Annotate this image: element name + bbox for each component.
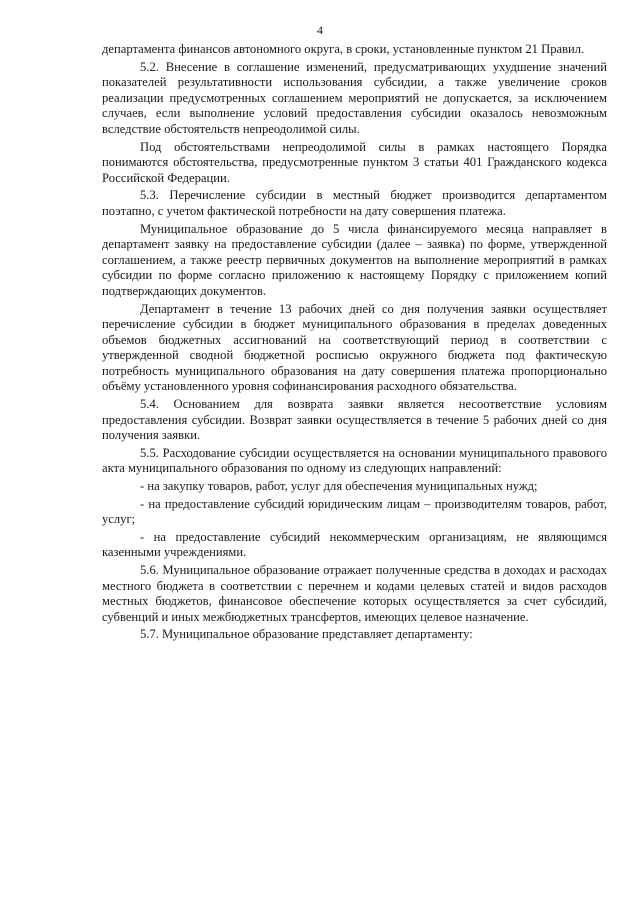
paragraph-5-5: 5.5. Расходование субсидии осуществляется на основании муниципального правового акта муниципального образования по одному из следующих направлений: bbox=[102, 445, 607, 476]
paragraph-application: Муниципальное образование до 5 числа финансируемого месяца направляет в департамент заявку на предоставление субсидии (далее – заявка) по форме, утвержденной соглашением, а также реестр первичных документов на выполнение мероприятий в рамках субсидии по форме согласно приложению к настоящему Порядку с приложением копий подтверждающих документов. bbox=[102, 221, 607, 298]
paragraph-5-6: 5.6. Муниципальное образование отражает полученные средства в доходах и расходах местного бюджета в соответствии с перечнем и кодами целевых статей и видов расходов местных бюджетов, финансовое обеспечение которых осуществляется за счет субсидий, субвенций и иных межбюджетных трансфертов, имеющих целевое назначение. bbox=[102, 563, 607, 624]
list-item-nonprofits: - на предоставление субсидий некоммерческим организациям, не являющимся казенными учреждениями. bbox=[102, 529, 607, 560]
paragraph-continuation: департамента финансов автономного округа, в сроки, установленные пунктом 21 Правил. bbox=[102, 42, 585, 56]
paragraph-5-7: 5.7. Муниципальное образование представляет департаменту: bbox=[140, 627, 473, 642]
list-item-procurement: - на закупку товаров, работ, услуг для обеспечения муниципальных нужд; bbox=[140, 479, 538, 494]
paragraph-5-2: 5.2. Внесение в соглашение изменений, предусматривающих ухудшение значений показателей результативности использования субсидии, а также увеличение сроков реализации предусмотренных соглашением мероприятий не допускается, за исключением случаев, если выполнение условий предоставления субсидии оказалось невозможным вследствие обстоятельств непреодолимой силы. bbox=[102, 59, 607, 136]
list-item-legal-entities: - на предоставление субсидий юридическим лицам – производителям товаров, работ, услуг; bbox=[102, 496, 607, 527]
paragraph-5-4: 5.4. Основанием для возврата заявки является несоответствие условиям предоставления субсидии. Возврат заявки осуществляется в течение 5 рабочих дней со дня получения заявки. bbox=[102, 397, 607, 443]
paragraph-force-majeure: Под обстоятельствами непреодолимой силы в рамках настоящего Порядка понимаются обстоятельства, предусмотренные пунктом 3 статьи 401 Гражданского кодекса Российской Федерации. bbox=[102, 139, 607, 185]
document-body bbox=[102, 42, 607, 643]
page-number: 4 bbox=[317, 23, 323, 37]
paragraph-5-3: 5.3. Перечисление субсидии в местный бюджет производится департаментом поэтапно, с учетом фактической потребности на дату совершения платежа. bbox=[102, 188, 607, 218]
paragraph-department-transfer: Департамент в течение 13 рабочих дней со дня получения заявки осуществляет перечисление субсидии в бюджет муниципального образования в пределах доведенных объемов бюджетных ассигнований на соответствующий период в соответствии с утвержденной сводной бюджетной росписью окружного бюджета под фактическую потребность муниципального образования на дату совершения платежа пропорционально объёму установленного уровня софинансирования расходного обязательства. bbox=[102, 301, 607, 394]
